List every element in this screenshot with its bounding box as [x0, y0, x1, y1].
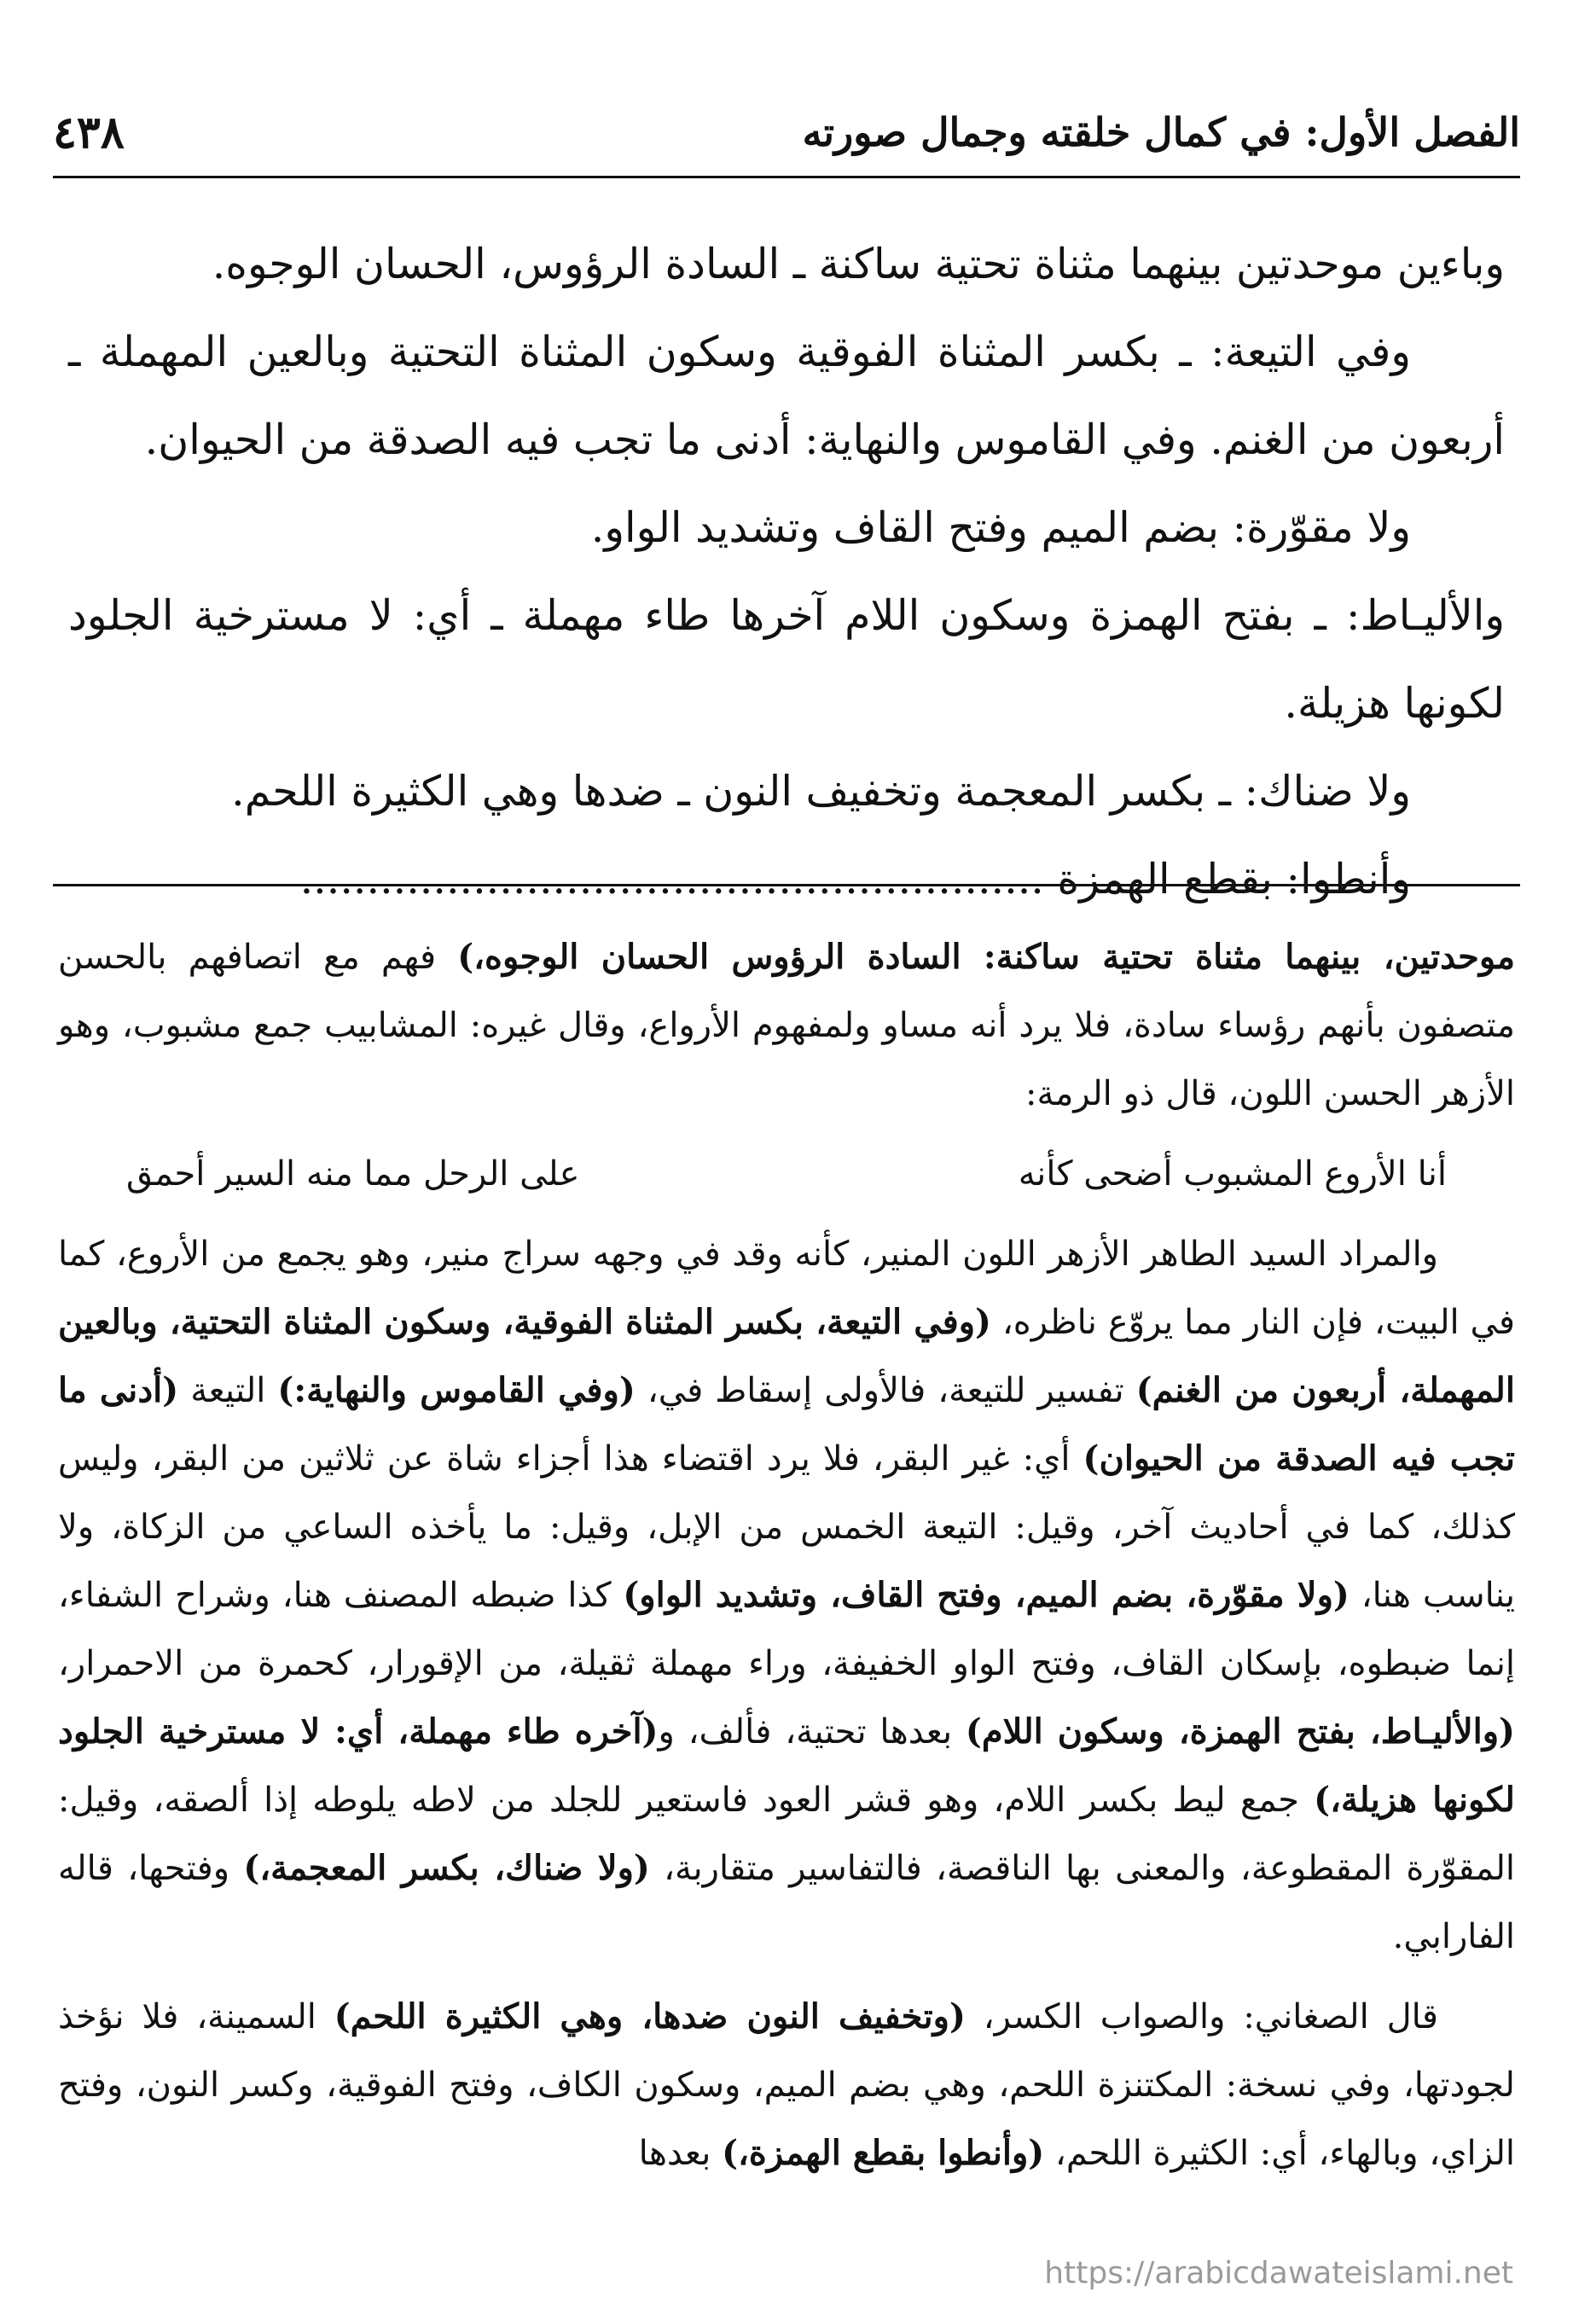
commentary-text: [58, 923, 1515, 2199]
commentary-run: أي: غير البقر، فلا يرد اقتضاء هذا أجزاء شاة عن ثلاثين من البقر، وليس كذلك، كما في أحاديث آخر، وقيل: التيعة الخمس من الإبل، وقيل: ما يأخذه الساعي من الزكاة، ولا يناسب هنا،: [58, 1439, 1516, 1615]
poem-verse: [58, 1140, 1515, 1208]
quoted-main-text: (وفي القاموس والنهاية:): [277, 1370, 636, 1410]
quoted-main-text: (وأنطوا بقطع الهمزة،): [722, 2133, 1045, 2173]
commentary-run: بعدها: [638, 2134, 723, 2173]
quoted-main-text: (ولا ضناك، بكسر المعجمة،): [243, 1848, 650, 1888]
commentary-run: التيعة: [178, 1371, 278, 1410]
quoted-main-text: (ولا مقوّرة، بضم الميم، وفتح القاف، وتشديد الواو): [623, 1575, 1350, 1615]
commentary-run: بعدها تحتية، فألف، و: [658, 1712, 966, 1752]
page-number: ٤٣٨: [53, 106, 125, 159]
quoted-main-text: (آخره طاء مهملة، أي: لا مسترخية الجلود لكونها هزيلة،): [58, 1711, 1515, 1820]
commentary-paragraph: [58, 1220, 1515, 1971]
quoted-main-text: (أدنى ما تجب فيه الصدقة من الحيوان): [58, 1370, 1515, 1479]
chapter-title: الفصل الأول: في كمال خلقته وجمال صورته: [802, 109, 1520, 155]
poem-first-hemistich: أنا الأروع المشبوب أضحى كأنه: [1018, 1154, 1447, 1194]
commentary-run: كذا ضبطه المصنف هنا، وشراح الشفاء، إنما ضبطوه، بإسكان القاف، وفتح الواو الخفيفة، وراء مهملة ثقيلة، من الإقورار، كحمرة من الاحمرار،: [58, 1576, 1515, 1683]
running-header: [53, 98, 1520, 166]
commentary-run: والمراد السيد الطاهر الأزهر اللون المنير، كأنه وقد في وجهه سراج منير، وهو يجمع من الأروع، كما في البيت، فإن النار مما يروّع ناظره،: [58, 1235, 1515, 1342]
main-text-line: وباءين موحدتين بينهما مثناة تحتية ساكنة ـ السادة الرؤوس، الحسان الوجوه.: [212, 240, 1505, 288]
commentary-paragraph: [58, 923, 1515, 1128]
main-text-paragraph: وأنطوا: بقطع الهمزة ........................................................: [299, 855, 1411, 903]
watermark-url: https://arabicdawateislami.net: [1044, 2256, 1513, 2291]
commentary-run: وفتحها، قاله الفارابي.: [58, 1849, 1515, 1956]
main-text-paragraph: والأليـاط: ـ بفتح الهمزة وسكون اللام آخرها طاء مهملة ـ أي: لا مسترخية الجلود لكونها هزيلة.: [68, 591, 1505, 728]
main-text-paragraph: ولا ضناك: ـ بكسر المعجمة وتخفيف النون ـ ضدها وهي الكثيرة اللحم.: [231, 767, 1411, 816]
commentary-run: فهم مع اتصافهم بالحسن متصفون بأنهم رؤساء سادة، فلا يرد أنه مساو ولمفهوم الأرواع، وقال غيره: المشابيب جمع مشبوب، وهو الأزهر الحسن اللون، قال ذو الرمة:: [58, 938, 1515, 1113]
commentary-paragraph: [58, 1983, 1515, 2187]
main-text-paragraph: وفي التيعة: ـ بكسر المثناة الفوقية وسكون المثناة التحتية وبالعين المهملة ـ أربعون من الغنم. وفي القاموس والنهاية: أدنى ما تجب فيه الصدقة من الحيوان.: [68, 328, 1505, 464]
quoted-main-text: موحدتين، بينهما مثناة تحتية ساكنة: السادة الرؤوس الحسان الوجوه،): [457, 937, 1515, 977]
commentary-run: جمع ليط بكسر اللام، وهو قشر العود فاستعير للجلد من لاطه يلوطه إذا ألصقه، وقيل: المقوّرة المقطوعة، والمعنى بها الناقصة، فالتفاسير متقاربة،: [58, 1781, 1516, 1888]
quoted-main-text: (والأليـاط، بفتح الهمزة، وسكون اللام): [965, 1711, 1515, 1752]
main-text-paragraph: ولا مقوّرة: بضم الميم وفتح القاف وتشديد الواو.: [590, 503, 1411, 552]
quoted-main-text: (وفي التيعة، بكسر المثناة الفوقية، وسكون المثناة التحتية، وبالعين المهملة، أربعون من الغنم): [58, 1302, 1515, 1410]
commentary-run: تفسير للتيعة، فالأولى إسقاط في،: [635, 1371, 1136, 1410]
header-divider: [53, 176, 1520, 178]
poem-second-hemistich: على الرحل مما منه السير أحمق: [126, 1154, 580, 1194]
main-text: [68, 220, 1505, 923]
commentary-run: قال الصغاني: والصواب الكسر،: [965, 1997, 1438, 2036]
quoted-main-text: (وتخفيف النون ضدها، وهي الكثيرة اللحم): [334, 1996, 966, 2036]
commentary-divider: [53, 884, 1520, 886]
commentary-run: السمينة، فلا نؤخذ لجودتها، وفي نسخة: المكتنزة اللحم، وهي بضم الميم، وسكون الكاف، وفتح الفوقية، وكسر النون، وفتح الزاي، وبالهاء، أي: الكثيرة اللحم،: [58, 1997, 1515, 2173]
